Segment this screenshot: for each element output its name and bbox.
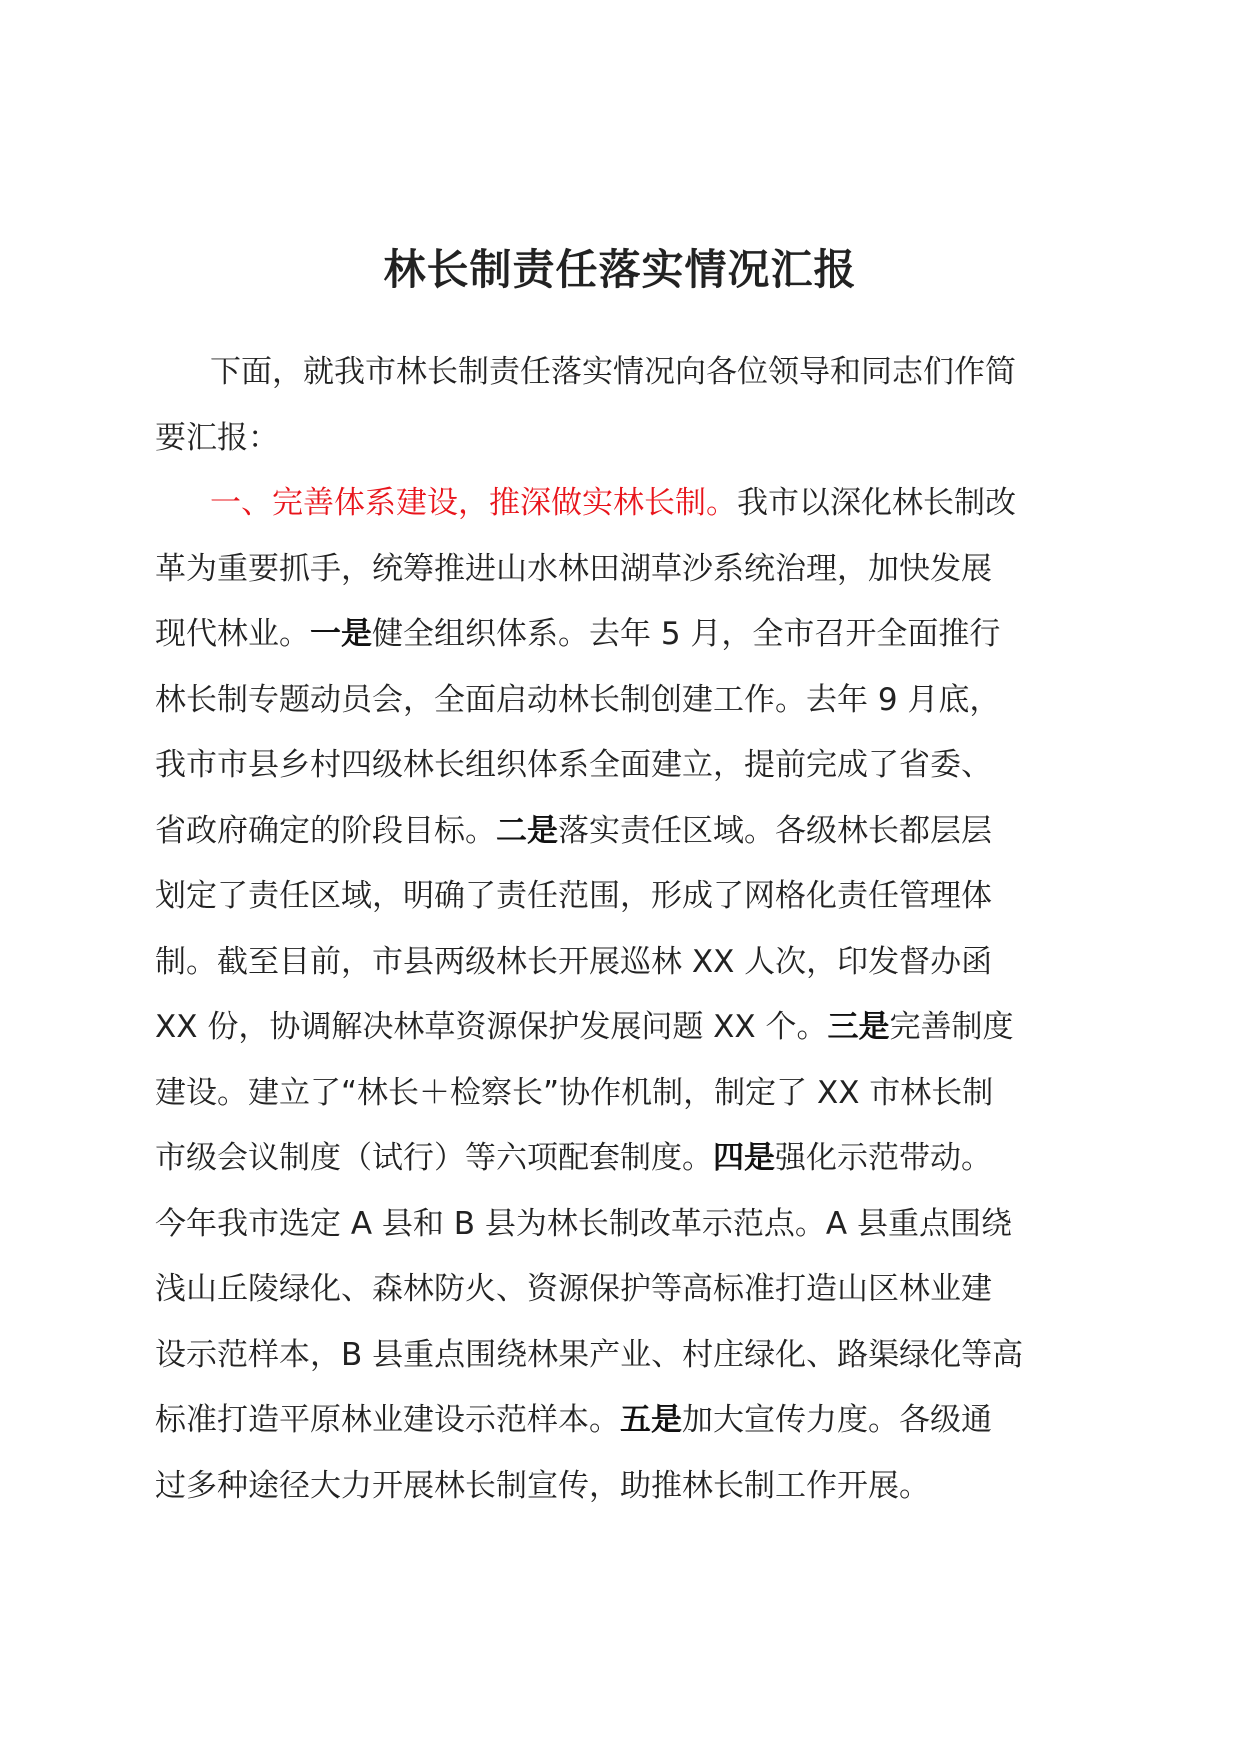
bold-marker-four: 四是 [713, 1140, 775, 1176]
text-segment: 强化示范带动。 [775, 1140, 992, 1176]
text-segment: 省政府确定的阶段目标。 [155, 812, 496, 849]
section-1-paragraph [155, 471, 1087, 1519]
intro-line-1: 下面，就我市林长制责任落实情况向各位领导和同志们作简 [210, 354, 1016, 390]
text-segment: 加大宣传力度。各级通 [682, 1402, 992, 1438]
text-segment: 现代林业。 [155, 616, 310, 652]
text-segment: XX 份，协调解决林草资源保护发展问题 XX 个。 [155, 1009, 828, 1045]
bold-marker-three: 三是 [827, 1009, 890, 1045]
intro-line-2: 要汇报： [155, 419, 279, 456]
text-segment: 完善制度 [889, 1009, 1014, 1045]
section-1-line-7: 划定了责任区域，明确了责任范围，形成了网格化责任管理体 [155, 878, 992, 914]
section-1-line-14: 设示范样本，B 县重点围绕林果产业、村庄绿化、路渠绿化等高 [155, 1336, 1024, 1373]
section-1-line-4: 林长制专题动员会，全面启动林长制创建工作。去年 9 月底， [155, 681, 1001, 718]
section-1-line-16: 过多种途径大力开展林长制宣传，助推林长制工作开展。 [155, 1467, 930, 1504]
bold-marker-two: 二是 [496, 812, 558, 849]
section-1-line-15 [155, 1388, 1087, 1454]
section-1-line-12: 今年我市选定 A 县和 B 县为林长制改革示范点。A 县重点围绕 [155, 1205, 1012, 1242]
section-1-line-3 [155, 602, 1087, 668]
page-title: 林长制责任落实情况汇报 [383, 245, 857, 294]
intro-paragraph [155, 340, 1087, 471]
section-1-line-9 [155, 995, 1087, 1061]
section-1-line-1 [155, 471, 1087, 537]
section-1-line-11 [155, 1126, 1087, 1192]
bold-marker-five: 五是 [620, 1402, 682, 1438]
section-1-line-13: 浅山丘陵绿化、森林防火、资源保护等高标准打造山区林业建 [155, 1271, 992, 1307]
text-segment: 落实责任区域。各级林长都层层 [558, 812, 992, 849]
section-1-line-1-text: 我市以深化林长制改 [737, 485, 1016, 521]
section-1-line-5: 我市市县乡村四级林长组织体系全面建立，提前完成了省委、 [155, 747, 992, 783]
section-1-line-2: 革为重要抓手，统筹推进山水林田湖草沙系统治理，加快发展 [155, 550, 992, 587]
section-1-line-10: 建设。建立了“林长＋检察长”协作机制，制定了 XX 市林长制 [155, 1074, 994, 1111]
text-segment: 市级会议制度（试行）等六项配套制度。 [155, 1140, 713, 1176]
text-segment: 健全组织体系。去年 5 月，全市召开全面推行 [372, 616, 1001, 652]
section-1-line-6 [155, 799, 1087, 865]
section-1-heading: 一、完善体系建设，推深做实林长制。 [210, 485, 737, 521]
section-1-line-8: 制。截至目前，市县两级林长开展巡林 XX 人次，印发督办函 [155, 943, 993, 980]
document-body [155, 340, 1087, 1519]
text-segment: 标准打造平原林业建设示范样本。 [155, 1402, 620, 1438]
bold-marker-one: 一是 [310, 616, 372, 652]
